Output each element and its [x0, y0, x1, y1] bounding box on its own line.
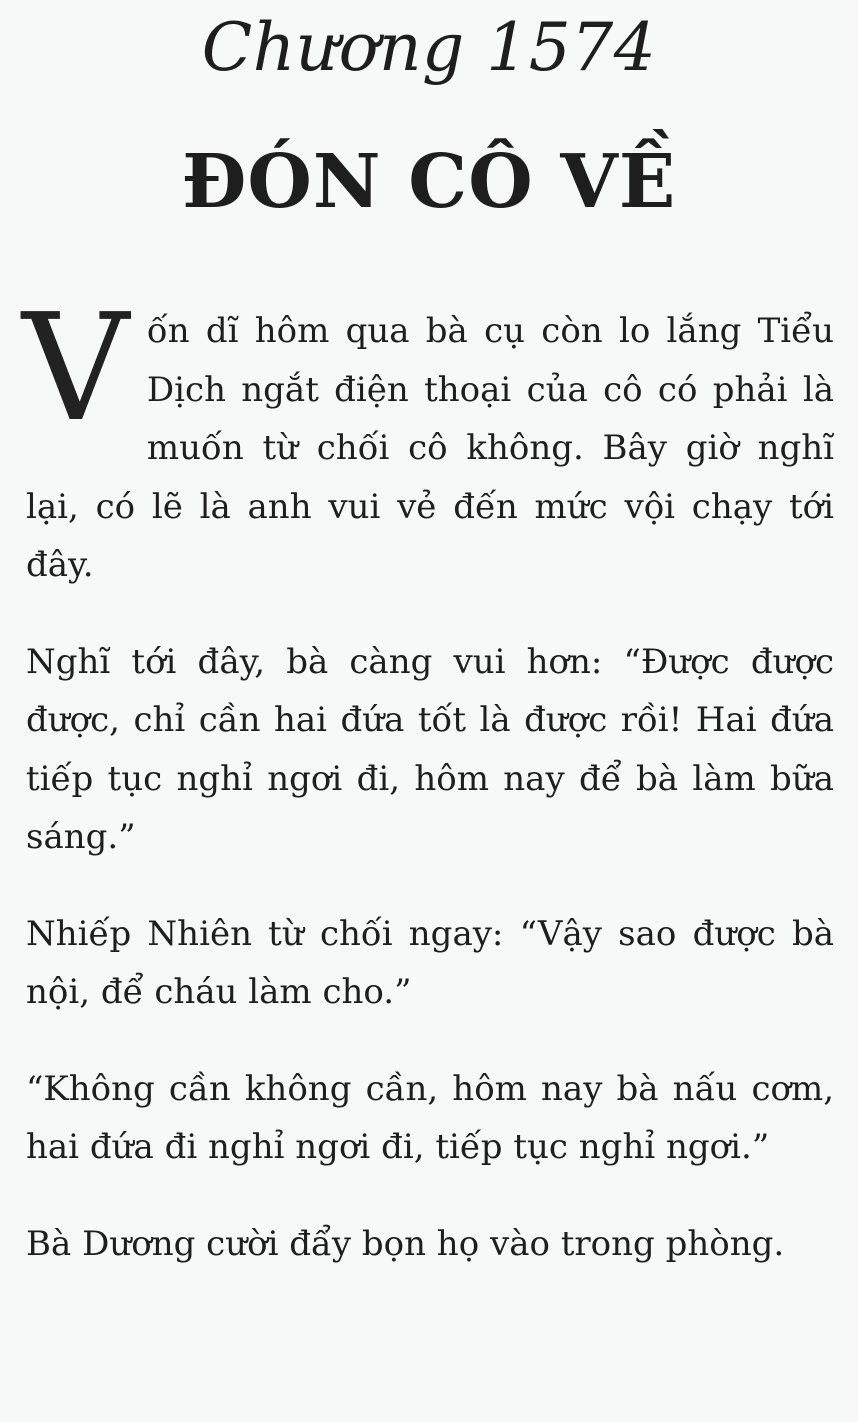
- paragraph-3: Nhiếp Nhiên từ chối ngay: “Vậy sao được bà nội, để cháu làm cho.”: [26, 913, 834, 1012]
- chapter-body: [22, 282, 834, 1311]
- chapter-title: ĐÓN CÔ VỀ: [181, 139, 677, 225]
- paragraph-1: [22, 282, 834, 595]
- paragraph-4: “Không cần không cần, hôm nay bà nấu cơm, hai đứa đi nghỉ ngơi đi, tiếp tục nghỉ ngơi.”: [26, 1068, 834, 1167]
- chapter-number: Chương 1574: [201, 9, 657, 86]
- paragraph-2: Nghĩ tới đây, bà càng vui hơn: “Được được được, chỉ cần hai đứa tốt là được rồi! Hai đứa tiếp tục nghỉ ngơi đi, hôm nay để bà làm bữa sáng.”: [26, 641, 834, 857]
- paragraph-5: Bà Dương cười đẩy bọn họ vào trong phòng.: [26, 1223, 785, 1264]
- drop-cap-letter: V: [22, 282, 129, 454]
- paragraph-1-text: ốn dĩ hôm qua bà cụ còn lo lắng Tiểu Dịch ngắt điện thoại của cô có phải là muốn từ chối cô không. Bây giờ nghĩ lại, có lẽ là anh vui vẻ đến mức vội chạy tới đây.: [26, 311, 834, 585]
